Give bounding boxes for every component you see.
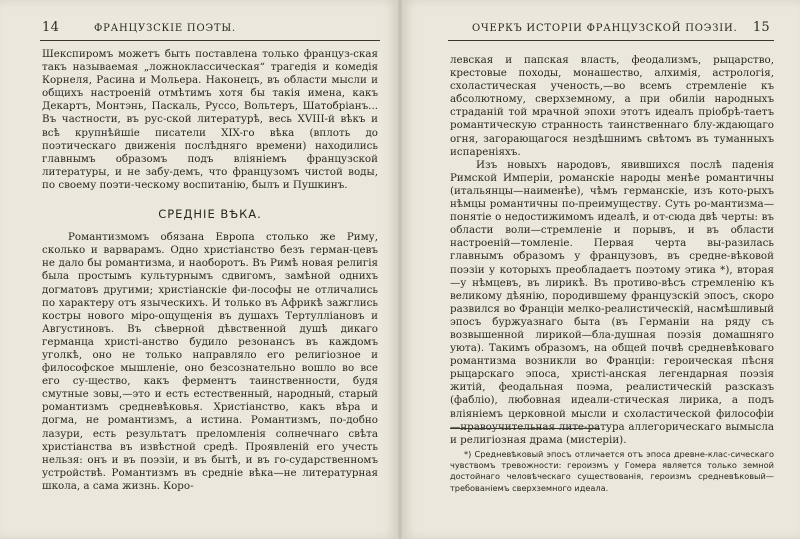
left-running-title: ФРАНЦУЗСКІЕ ПОЭТЫ.	[94, 23, 236, 34]
right-header-rule	[448, 40, 774, 41]
left-paragraph-1: Шекспиромъ можетъ быть поставлена только француз-ская такъ называемая „ложноклассическая“ трагедія и комедія Корнеля, Расина и Мольера. Наконецъ, въ области мысли и общихъ настроеній отмѣтимъ хотя бы такія имена, какъ Декартъ, Монтэнь, Паскаль, Руссо, Вольтеръ, Шатобріанъ... Въ частности, въ рус-ской литературѣ, весь XVIII-й вѣкъ и всѣ крупнѣйшіе писатели XIX-го вѣка (вплоть до поэтическаго движенія послѣдняго времени) находились главнымъ образомъ подъ вліяніемъ французской литературы, и не забу-демъ, что французомъ чистой воды, по своему поэти-ческому воспитанію, былъ и Пушкинъ.	[42, 48, 378, 191]
left-page-number: 14	[42, 20, 60, 35]
right-page-body	[450, 54, 774, 447]
left-page	[0, 0, 398, 539]
right-page	[402, 0, 800, 539]
right-paragraph-2: Изъ новыхъ народовъ, явившихся послѣ паденія Римской Имперіи, романскіе народы менѣе романтичны (итальянцы—наименѣе), чѣмъ германскіе, изъ кото-рыхъ нѣмцы романтичны по-преимуществу. Суть ро-мантизма—понятіе о недостижимомъ идеалѣ, и от-сюда двѣ черты: въ области воли—стремленіе и порывъ, и въ области настроеній—томленіе. Первая черта вы-разилась главнымъ образомъ у французовъ, въ средне-вѣковой поэзіи у которыхъ преобладаетъ поэтому этика *), вторая—у нѣмцевъ, въ лирикѣ. Въ противо-вѣсъ стремленію къ великому дѣянію, породившему французскій эпосъ, скоро развился во Франціи мелко-реалистическій, насмѣшливый эпосъ буржуазнаго быта (въ Германіи на ряду съ возвышенной лирикой—бла-душная поэзія домашняго уюта). Такимъ образомъ, на общей почвѣ средневѣковаго романтизма возникли во Франціи: героическая пѣсня рыцарскаго эпоса, христі-анская легендарная поэзія житій, феодальная поэма, реалистическій разсказъ (фабліо), любовная идеали-стическая лирика, а подъ вліяніемъ церковной мысли и схоластической философіи—нравоучительная лите-ратура аллегорическаго вымысла и религіозная драма (мистеріи).	[450, 158, 774, 446]
footnote	[450, 449, 774, 494]
footnote-text: *) Средневѣковый эпосъ отличается отъ эпоса древне-клас-сическаго чувствомъ тревожности: героизмъ у Гомера является только земной достойнаго человѣческаго существованія, героизмъ средневѣковый—требованіемъ сверхземного идеала.	[450, 449, 774, 493]
right-paragraph-1: левская и папская власть, феодализмъ, рыцарство, крестовые походы, монашество, алхимія, астрологія, схоластическая ученость,—во всемъ стремленіе къ абсолютному, сверхземному, а при обиліи народныхъ страданій той мрачной эпохи этотъ идеалъ пріобрѣ-таетъ романтическую странность таинственнаго блу-ждающаго огня, загорающагося нездѣшнимъ свѣтомъ въ туманныхъ испареніяхъ.	[450, 54, 774, 158]
right-running-title: ОЧЕРКЪ ИСТОРІИ ФРАНЦУЗСКОЙ ПОЭЗІИ.	[472, 23, 738, 34]
left-header-rule	[40, 40, 380, 41]
left-page-body	[42, 48, 378, 493]
left-paragraph-2: Романтизмомъ обязана Европа столько же Риму, сколько и варварамъ. Одно христіанство безъ герман-цевъ не дало бы романтизма, и наоборотъ. Въ Римѣ новая религія была простымъ культурнымъ сдвигомъ, замѣной однихъ догматовъ другими; христіанскіе фи-лософы не отличались по характеру отъ языческихъ. И только въ Африкѣ зажглись костры нового міро-ощущенія въ душахъ Тертулліановъ и Августиновъ. Въ сѣверной дѣвственной душѣ дикаго германца христі-анство будило резонансъ въ каждомъ уголкѣ, оно не только направляло его религіозное и философское мышленіе, оно безсознательно вошло во все его су-щество, какъ ферментъ таинственности, будя смутные зовы,—это и есть естественный, народный, старый романтизмъ средневѣковья. Христіанство, какъ вѣра и догма, не романтизмъ, а истина. Романтизмъ, по-добно лазури, есть результатъ преломленія солнечнаго свѣта христіанства въ извѣстной средѣ. Проявленій его учесть нельзя: онъ и въ поэзіи, и въ бытѣ, и въ го-сударственномъ устройствѣ. Романтизмъ въ средніе вѣка—не литературная школа, а сама жизнь. Коро-	[42, 231, 378, 492]
footnote-rule	[450, 428, 600, 429]
right-page-number: 15	[752, 20, 770, 35]
section-title: СРЕДНІЕ ВѢКА.	[158, 207, 262, 222]
